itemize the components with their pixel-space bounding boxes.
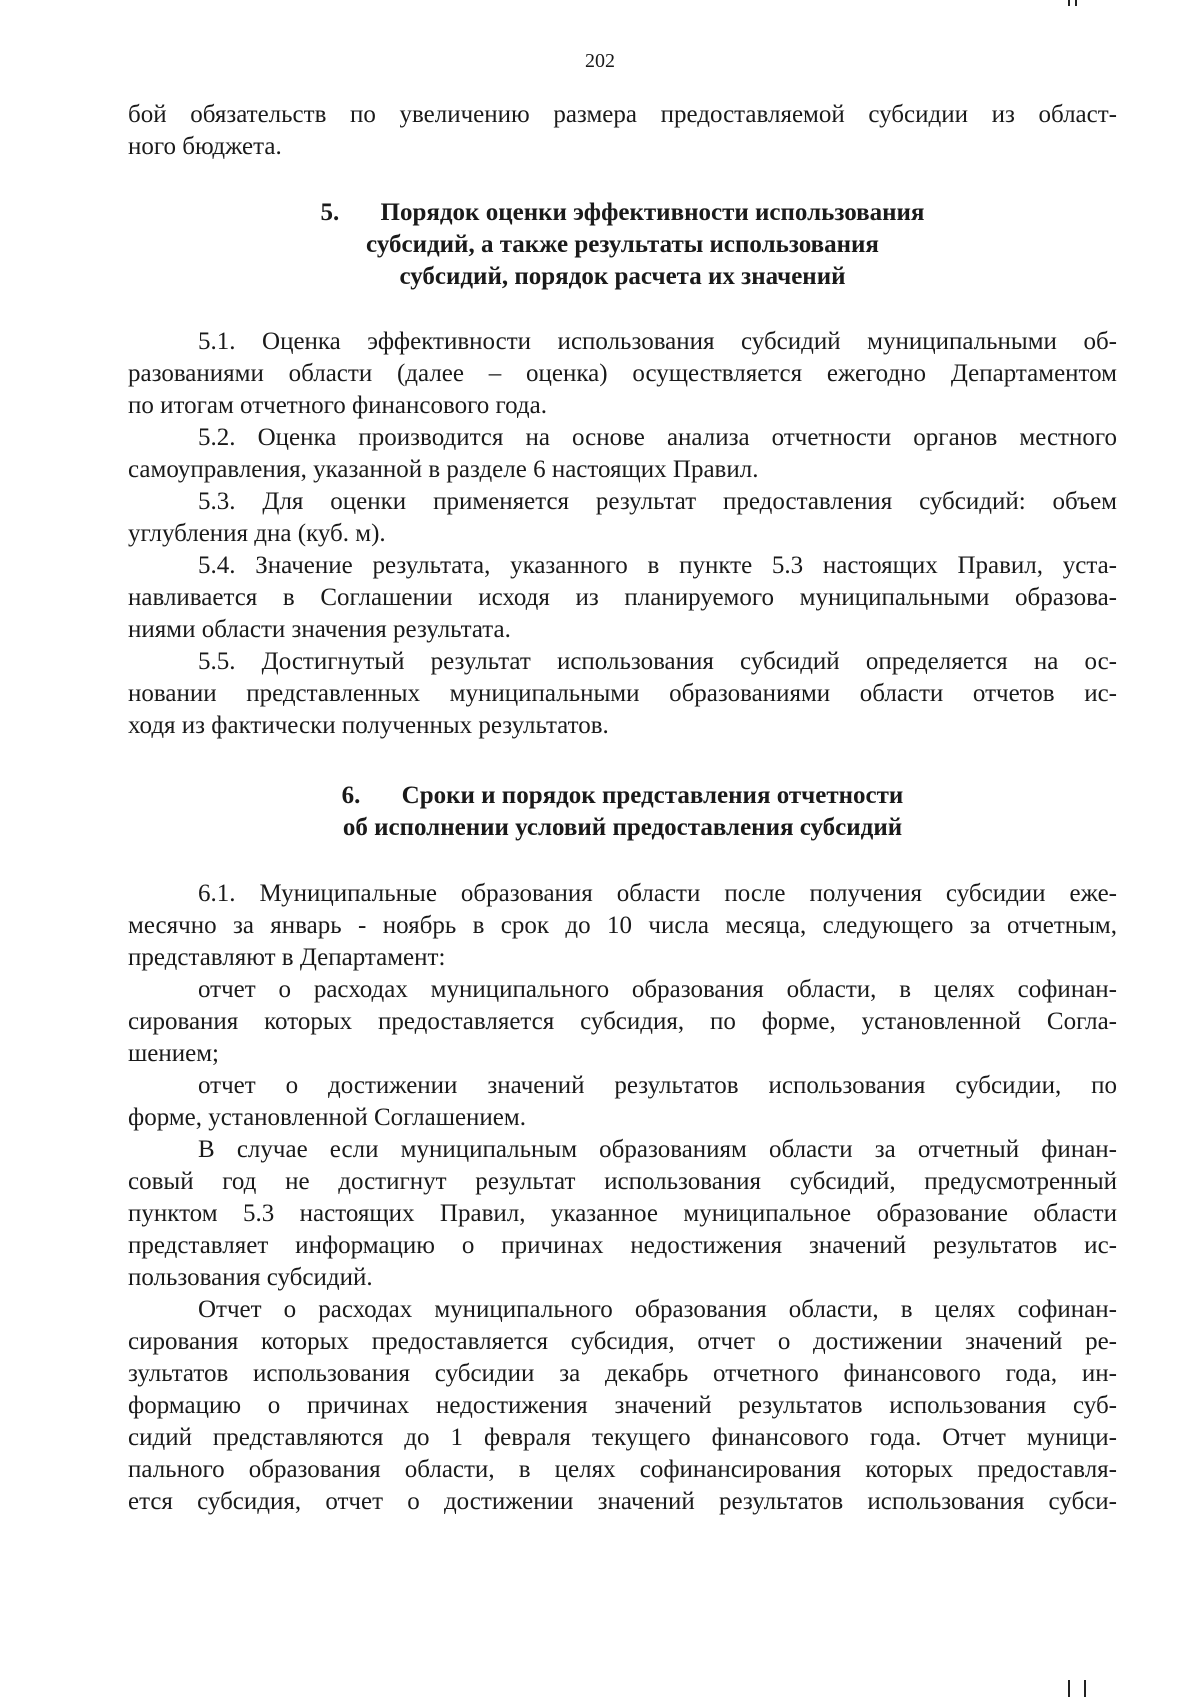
- paragraph-5-1: [128, 326, 1117, 422]
- paragraph-december-report: [128, 1294, 1117, 1518]
- text-line: углубления дна (куб. м).: [128, 520, 386, 547]
- text-line: шением;: [128, 1040, 219, 1067]
- paragraph-5-3: [128, 486, 1117, 550]
- text-line: по итогам отчетного финансового года.: [128, 392, 547, 419]
- text-line: самоуправления, указанной в разделе 6 настоящих Правил.: [128, 456, 759, 483]
- text-line: сирования которых предоставляется субсидия, отчет о достижении значений ре-: [128, 1328, 1117, 1355]
- text-line: ного бюджета.: [128, 133, 282, 160]
- section-number: 5.: [320, 199, 340, 226]
- text-line: навливается в Соглашении исходя из планируемого муниципальными образова-: [128, 584, 1117, 611]
- heading-text: Сроки и порядок представления отчетности: [401, 782, 904, 809]
- text-line: бой обязательств по увеличению размера предоставляемой субсидии из област-: [128, 101, 1117, 128]
- heading-line: [128, 780, 1117, 812]
- text-line: представляет информацию о причинах недостижения значений результатов ис-: [128, 1232, 1117, 1259]
- text-line: разованиями области (далее – оценка) осуществляется ежегодно Департаментом: [128, 360, 1117, 387]
- heading-line: субсидий, а также результаты использования: [366, 231, 879, 258]
- text-line: представляют в Департамент:: [128, 944, 446, 971]
- section-5-heading: [128, 197, 1117, 293]
- scan-artifact: [1068, 1680, 1070, 1697]
- text-line: пального образования области, в целях софинансирования которых предоставля-: [128, 1456, 1117, 1483]
- text-line: В случае если муниципальным образованиям области за отчетный финан-: [198, 1136, 1117, 1163]
- heading-line: об исполнении условий предоставления субсидий: [342, 814, 903, 841]
- heading-line: субсидий, порядок расчета их значений: [399, 263, 846, 290]
- text-line: отчет о расходах муниципального образования области, в целях софинан-: [198, 976, 1117, 1003]
- text-line: 5.4. Значение результата, указанного в пункте 5.3 настоящих Правил, уста-: [198, 552, 1117, 579]
- text-line: 5.3. Для оценки применяется результат предоставления субсидий: объем: [198, 488, 1117, 515]
- scan-artifact: [1084, 1680, 1086, 1697]
- heading-text: Порядок оценки эффективности использования: [380, 199, 925, 226]
- paragraph-5-2: [128, 422, 1117, 486]
- text-line: Отчет о расходах муниципального образования области, в целях софинан-: [198, 1296, 1117, 1323]
- paragraph-expense-report: [128, 974, 1117, 1070]
- text-line: 5.2. Оценка производится на основе анализа отчетности органов местного: [198, 424, 1117, 451]
- intro-paragraph: [128, 99, 1117, 163]
- text-line: пользования субсидий.: [128, 1264, 373, 1291]
- text-line: месячно за январь - ноябрь в срок до 10 числа месяца, следующего за отчетным,: [128, 912, 1117, 939]
- text-line: новании представленных муниципальными образованиями области отчетов ис-: [128, 680, 1117, 707]
- paragraph-6-1: [128, 878, 1117, 974]
- scan-artifact: [1075, 0, 1077, 6]
- paragraph-5-4: [128, 550, 1117, 646]
- text-line: 6.1. Муниципальные образования области после получения субсидии еже-: [198, 880, 1117, 907]
- text-line: форме, установленной Соглашением.: [128, 1104, 526, 1131]
- section-number: 6.: [341, 782, 361, 809]
- text-line: 5.1. Оценка эффективности использования субсидий муниципальными об-: [198, 328, 1117, 355]
- text-line: отчет о достижении значений результатов использования субсидии, по: [198, 1072, 1117, 1099]
- paragraph-5-5: [128, 646, 1117, 742]
- text-line: совый год не достигнут результат использования субсидий, предусмотренный: [128, 1168, 1117, 1195]
- page-number: 202: [585, 50, 615, 72]
- text-line: зультатов использования субсидии за декабрь отчетного финансового года, ин-: [128, 1360, 1117, 1387]
- paragraph-results-report: [128, 1070, 1117, 1134]
- heading-line: [128, 197, 1117, 229]
- text-line: сирования которых предоставляется субсидия, по форме, установленной Согла-: [128, 1008, 1117, 1035]
- text-line: ется субсидия, отчет о достижении значений результатов использования субси-: [128, 1488, 1117, 1515]
- text-line: 5.5. Достигнутый результат использования субсидий определяется на ос-: [198, 648, 1117, 675]
- text-line: формацию о причинах недостижения значений результатов использования суб-: [128, 1392, 1117, 1419]
- section-6-heading: [128, 780, 1117, 844]
- text-line: ниями области значения результата.: [128, 616, 511, 643]
- document-body: [128, 99, 1117, 1518]
- text-line: ходя из фактически полученных результатов.: [128, 712, 609, 739]
- scan-artifact: [1068, 0, 1070, 6]
- text-line: пунктом 5.3 настоящих Правил, указанное муниципальное образование области: [128, 1200, 1117, 1227]
- paragraph-not-achieved: [128, 1134, 1117, 1294]
- text-line: сидий представляются до 1 февраля текущего финансового года. Отчет муници-: [128, 1424, 1117, 1451]
